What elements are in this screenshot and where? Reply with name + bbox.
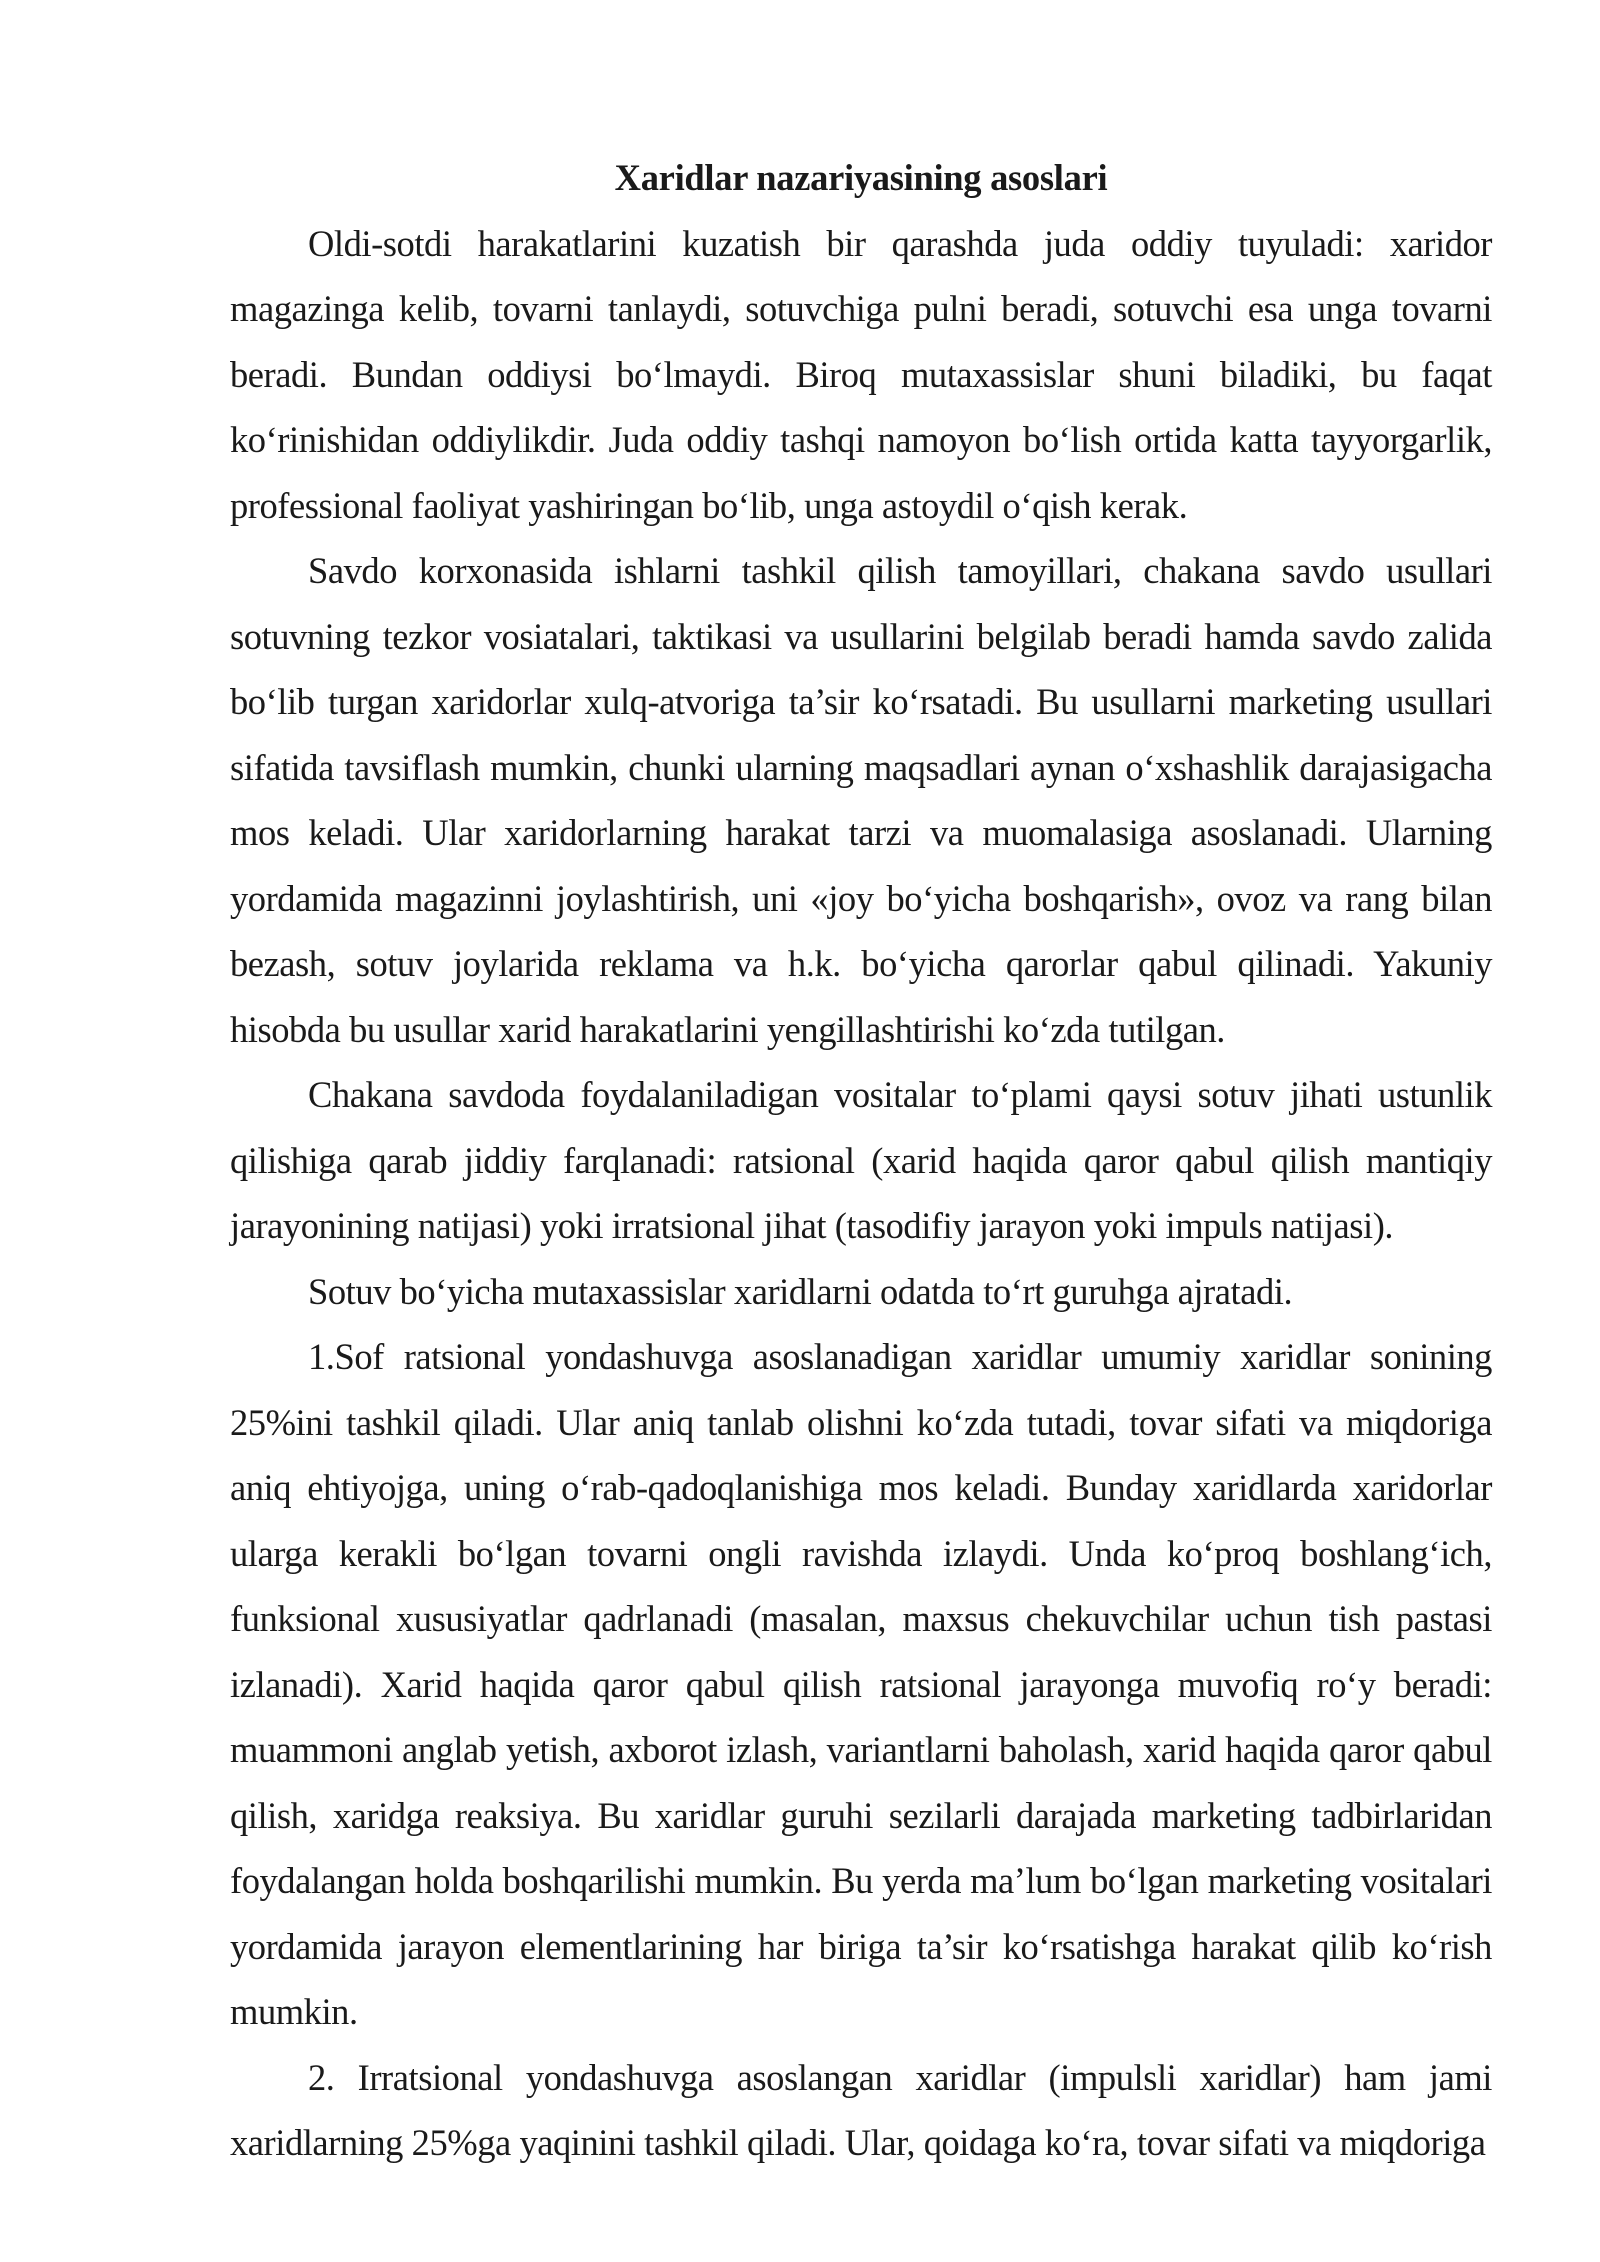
paragraph-intro: Oldi-sotdi harakatlarini kuzatish bir qarashda juda oddiy tuyuladi: xaridor magazinga kelib, tovarni tanlaydi, sotuvchiga pulni beradi, sotuvchi esa unga tovarni beradi. Bundan oddiysi bo‘lmaydi. Biroq mutaxassislar shuni biladiki, bu faqat ko‘rinishidan oddiylikdir. Juda oddiy tashqi namoyon bo‘lish ortida katta tayyorgarlik, professional faoliyat yashiringan bo‘lib, unga astoydil o‘qish kerak.: [230, 222, 1492, 526]
paragraph-savdo-korxonasi: Savdo korxonasida ishlarni tashkil qilish tamoyillari, chakana savdo usullari sotuvning tezkor vosiatalari, taktikasi va usullarini belgilab beradi hamda savdo zalida bo‘lib turgan xaridorlar xulq-atvoriga ta’sir ko‘rsatadi. Bu usullarni marketing usullari sifatida tavsiflash mumkin, chunki ularning maqsadlari aynan o‘xshashlik darajasigacha mos keladi. Ular xaridorlarning harakat tarzi va muomalasiga asoslanadi. Ularning yordamida magazinni joylashtirish, uni «joy bo‘yicha boshqarish», ovoz va rang bilan bezash, sotuv joylarida reklama va h.k. bo‘yicha qarorlar qabul qilinadi. Yakuniy hisobda bu usullar xarid harakatlarini yengillashtirishi ko‘zda tutilgan.: [230, 550, 1492, 1050]
paragraph-irratsional-xaridlar: 2. Irratsional yondashuvga asoslangan xaridlar (impulsli xaridlar) ham jami xaridlarning 25%ga yaqinini tashkil qiladi. Ular, qoidaga ko‘ra, tovar sifati va miqdoriga: [230, 2056, 1492, 2163]
document-title: Xaridlar nazariyasining asoslari: [614, 157, 1108, 198]
document-page: [230, 145, 1492, 2176]
paragraph-tort-guruh: Sotuv bo‘yicha mutaxassislar xaridlarni odatda to‘rt guruhga ajratadi.: [308, 1270, 1293, 1312]
paragraph-chakana-savdo: Chakana savdoda foydalaniladigan vositalar to‘plami qaysi sotuv jihati ustunlik qilishiga qarab jiddiy farqlanadi: ratsional (xarid haqida qaror qabul qilish mantiqiy jarayonining natijasi) yoki irratsional jihat (tasodifiy jarayon yoki impuls natijasi).: [230, 1074, 1492, 1246]
paragraph-ratsional-xaridlar: 1.Sof ratsional yondashuvga asoslanadigan xaridlar umumiy xaridlar sonining 25%ini tashkil qiladi. Ular aniq tanlab olishni ko‘zda tutadi, tovar sifati va miqdoriga aniq ehtiyojga, uning o‘rab-qadoqlanishiga mos keladi. Bunday xaridlarda xaridorlar ularga kerakli bo‘lgan tovarni ongli ravishda izlaydi. Unda ko‘proq boshlang‘ich, funksional xususiyatlar qadrlanadi (masalan, maxsus chekuvchilar uchun tish pastasi izlanadi). Xarid haqida qaror qabul qilish ratsional jarayonga muvofiq ro‘y beradi: muammoni anglab yetish, axborot izlash, variantlarni baholash, xarid haqida qaror qabul qilish, xaridga reaksiya. Bu xaridlar guruhi sezilarli darajada marketing tadbirlaridan foydalangan holda boshqarilishi mumkin. Bu yerda ma’lum bo‘lgan marketing vositalari yordamida jarayon elementlarining har biriga ta’sir ko‘rsatishga harakat qilib ko‘rish mumkin.: [230, 1336, 1492, 2032]
